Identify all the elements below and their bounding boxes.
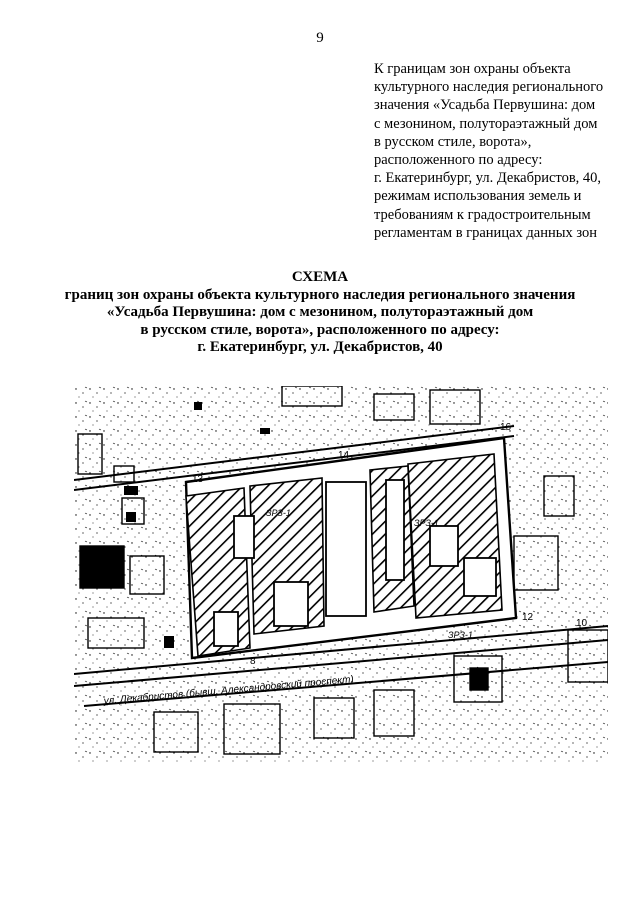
attachment-line: г. Екатеринбург, ул. Декабристов, 40, [374, 170, 602, 187]
attachment-line: культурного наследия регионального [374, 79, 604, 96]
scheme-title-line: г. Екатеринбург, ул. Декабристов, 40 [197, 339, 443, 355]
scheme-title-line: в русском стиле, ворота», расположенного по адресу: [140, 321, 500, 338]
zone-map [74, 386, 608, 763]
scheme-title [0, 269, 640, 357]
attachment-line: расположенного по адресу: [374, 152, 543, 169]
scheme-heading: СХЕМА [291, 269, 349, 285]
attachment-line: с мезонином, полутораэтажный дом [374, 115, 598, 132]
point-label: 7 [168, 640, 174, 651]
attachment-block [374, 60, 624, 242]
scheme-title-line: «Усадьба Первушина: дом с мезонином, полутораэтажный дом [106, 304, 534, 320]
attachment-line: значения «Усадьба Первушина: дом [374, 97, 596, 114]
zone-label: ЗРЗ-1 [266, 508, 291, 518]
zone-label: ЗРЗ-1 [414, 518, 439, 528]
point-label: 8 [250, 656, 256, 667]
point-label: 16 [500, 422, 512, 433]
point-label: 12 [522, 612, 534, 623]
attachment-line: К границам зон охраны объекта [374, 61, 571, 77]
attachment-line: режимам использования земель и [374, 188, 582, 205]
point-label: 10 [576, 618, 588, 629]
street-label: ул. Декабристов (бывш. Александровский проспект) [103, 674, 355, 707]
attachment-line: требованиям к градостроительным [374, 206, 591, 223]
point-label: 14 [338, 450, 350, 461]
attachment-line: в русском стиле, ворота», [374, 133, 532, 150]
attachment-line: регламентам в границах данных зон [374, 224, 597, 241]
zone-label: ЗРЗ-1 [448, 630, 473, 640]
page-number: 9 [316, 30, 324, 46]
point-label: 13 [192, 474, 204, 485]
scheme-title-line: границ зон охраны объекта культурного наследия регионального значения [64, 286, 576, 303]
